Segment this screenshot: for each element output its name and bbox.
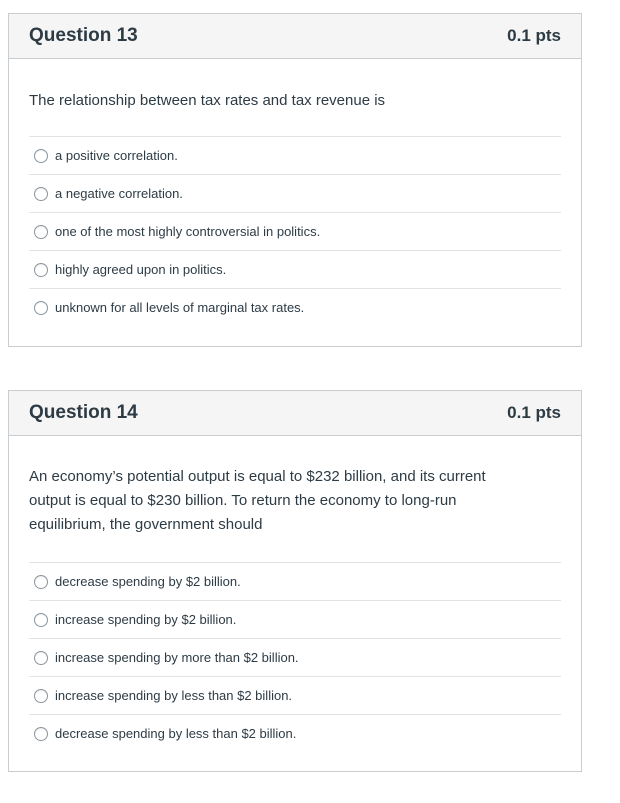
question-text: The relationship between tax rates and tax revenue is bbox=[29, 92, 386, 109]
answer-option[interactable] bbox=[29, 288, 561, 326]
answer-label[interactable]: unknown for all levels of marginal tax rates. bbox=[55, 300, 305, 315]
answer-option[interactable] bbox=[29, 250, 561, 288]
answer-label[interactable]: one of the most highly controversial in politics. bbox=[55, 224, 321, 239]
question-header bbox=[9, 14, 581, 59]
question-text: An economy’s potential output is equal to $232 billion, and its current output is equal to $230 billion. To return the economy to long-run equilibrium, the government should bbox=[29, 468, 486, 533]
question-body bbox=[9, 59, 581, 326]
answer-label[interactable]: a negative correlation. bbox=[55, 186, 183, 201]
answer-option[interactable] bbox=[29, 676, 561, 714]
radio-button[interactable] bbox=[34, 187, 48, 201]
answer-option[interactable] bbox=[29, 136, 561, 174]
answer-label[interactable]: increase spending by $2 billion. bbox=[55, 612, 237, 627]
question-title: Question 13 bbox=[29, 25, 138, 46]
answer-option[interactable] bbox=[29, 174, 561, 212]
answer-list bbox=[29, 562, 561, 752]
question-points: 0.1 pts bbox=[507, 403, 561, 422]
answer-option[interactable] bbox=[29, 714, 561, 752]
answer-option[interactable] bbox=[29, 562, 561, 600]
answer-label[interactable]: increase spending by less than $2 billion. bbox=[55, 688, 293, 703]
radio-button[interactable] bbox=[34, 727, 48, 741]
radio-button[interactable] bbox=[34, 149, 48, 163]
question-card-13 bbox=[8, 13, 582, 347]
radio-button[interactable] bbox=[34, 575, 48, 589]
radio-button[interactable] bbox=[34, 613, 48, 627]
question-body bbox=[9, 436, 581, 752]
answer-option[interactable] bbox=[29, 638, 561, 676]
answer-label[interactable]: decrease spending by less than $2 billion. bbox=[55, 726, 297, 741]
answer-list bbox=[29, 136, 561, 326]
question-points: 0.1 pts bbox=[507, 26, 561, 45]
radio-button[interactable] bbox=[34, 263, 48, 277]
answer-label[interactable]: decrease spending by $2 billion. bbox=[55, 574, 241, 589]
question-card-14 bbox=[8, 390, 582, 772]
answer-option[interactable] bbox=[29, 600, 561, 638]
radio-button[interactable] bbox=[34, 225, 48, 239]
radio-button[interactable] bbox=[34, 689, 48, 703]
question-title: Question 14 bbox=[29, 402, 138, 423]
answer-label[interactable]: highly agreed upon in politics. bbox=[55, 262, 227, 277]
question-header bbox=[9, 391, 581, 436]
radio-button[interactable] bbox=[34, 301, 48, 315]
answer-option[interactable] bbox=[29, 212, 561, 250]
answer-label[interactable]: increase spending by more than $2 billion. bbox=[55, 650, 299, 665]
answer-label[interactable]: a positive correlation. bbox=[55, 148, 178, 163]
radio-button[interactable] bbox=[34, 651, 48, 665]
